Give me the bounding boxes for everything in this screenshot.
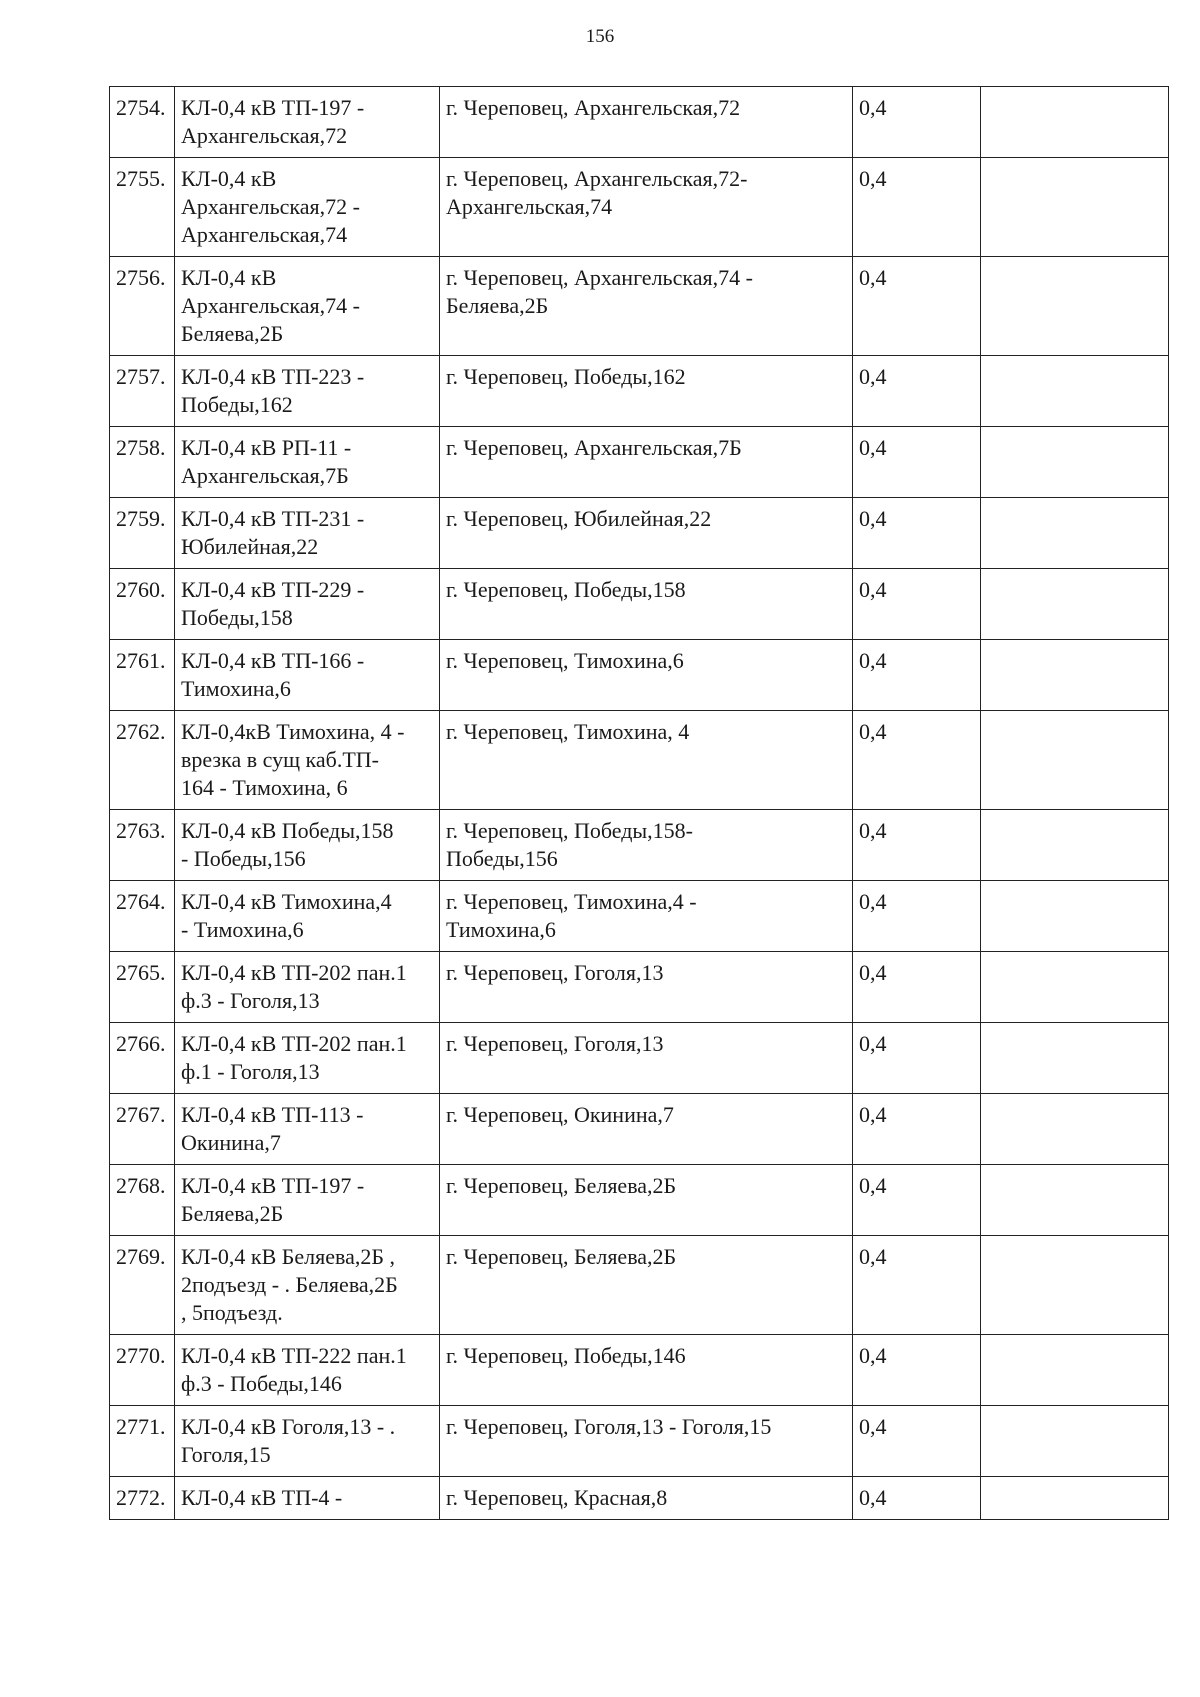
line-address: г. Череповец, Беляева,2Б xyxy=(440,1236,853,1335)
line-name: КЛ-0,4 кВ ТП-197 - Архангельская,72 xyxy=(175,87,440,158)
row-number: 2757. xyxy=(110,356,175,427)
line-voltage: 0,4 xyxy=(853,569,981,640)
extra-cell xyxy=(981,810,1169,881)
line-voltage: 0,4 xyxy=(853,711,981,810)
extra-cell xyxy=(981,427,1169,498)
table-row xyxy=(110,257,1169,356)
extra-cell xyxy=(981,1335,1169,1406)
page-number: 156 xyxy=(585,26,615,47)
extra-cell xyxy=(981,569,1169,640)
extra-cell xyxy=(981,1236,1169,1335)
row-number: 2770. xyxy=(110,1335,175,1406)
row-number: 2765. xyxy=(110,952,175,1023)
table-row xyxy=(110,1477,1169,1520)
row-number: 2772. xyxy=(110,1477,175,1520)
table-row xyxy=(110,356,1169,427)
line-address: г. Череповец, Победы,158 xyxy=(440,569,853,640)
table-row xyxy=(110,1165,1169,1236)
line-address: г. Череповец, Архангельская,72 xyxy=(440,87,853,158)
line-voltage: 0,4 xyxy=(853,1335,981,1406)
row-number: 2762. xyxy=(110,711,175,810)
table-row xyxy=(110,640,1169,711)
line-name: КЛ-0,4 кВ ТП-202 пан.1 ф.3 - Гоголя,13 xyxy=(175,952,440,1023)
extra-cell xyxy=(981,1477,1169,1520)
line-name: КЛ-0,4 кВ ТП-113 - Окинина,7 xyxy=(175,1094,440,1165)
table-row xyxy=(110,498,1169,569)
line-address: г. Череповец, Архангельская,72- Архангельская,74 xyxy=(440,158,853,257)
line-address: г. Череповец, Победы,162 xyxy=(440,356,853,427)
extra-cell xyxy=(981,87,1169,158)
line-voltage: 0,4 xyxy=(853,1094,981,1165)
line-address: г. Череповец, Гоголя,13 xyxy=(440,952,853,1023)
row-number: 2768. xyxy=(110,1165,175,1236)
table-row xyxy=(110,1094,1169,1165)
row-number: 2771. xyxy=(110,1406,175,1477)
line-address: г. Череповец, Гоголя,13 - Гоголя,15 xyxy=(440,1406,853,1477)
line-voltage: 0,4 xyxy=(853,1165,981,1236)
row-number: 2759. xyxy=(110,498,175,569)
line-name: КЛ-0,4 кВ ТП-223 - Победы,162 xyxy=(175,356,440,427)
row-number: 2767. xyxy=(110,1094,175,1165)
table-row xyxy=(110,1023,1169,1094)
line-voltage: 0,4 xyxy=(853,498,981,569)
line-voltage: 0,4 xyxy=(853,356,981,427)
row-number: 2755. xyxy=(110,158,175,257)
line-name: КЛ-0,4кВ Тимохина, 4 - врезка в сущ каб.ТП- 164 - Тимохина, 6 xyxy=(175,711,440,810)
extra-cell xyxy=(981,356,1169,427)
line-voltage: 0,4 xyxy=(853,1406,981,1477)
line-name: КЛ-0,4 кВ ТП-229 - Победы,158 xyxy=(175,569,440,640)
extra-cell xyxy=(981,711,1169,810)
line-voltage: 0,4 xyxy=(853,952,981,1023)
extra-cell xyxy=(981,1165,1169,1236)
row-number: 2763. xyxy=(110,810,175,881)
line-address: г. Череповец, Тимохина,6 xyxy=(440,640,853,711)
line-address: г. Череповец, Беляева,2Б xyxy=(440,1165,853,1236)
line-address: г. Череповец, Красная,8 xyxy=(440,1477,853,1520)
extra-cell xyxy=(981,640,1169,711)
line-address: г. Череповец, Победы,158- Победы,156 xyxy=(440,810,853,881)
row-number: 2764. xyxy=(110,881,175,952)
table-row xyxy=(110,1335,1169,1406)
line-address: г. Череповец, Юбилейная,22 xyxy=(440,498,853,569)
line-name: КЛ-0,4 кВ Победы,158 - Победы,156 xyxy=(175,810,440,881)
cable-lines-table xyxy=(109,86,1169,1520)
table-row xyxy=(110,952,1169,1023)
line-name: КЛ-0,4 кВ РП-11 - Архангельская,7Б xyxy=(175,427,440,498)
extra-cell xyxy=(981,1023,1169,1094)
line-voltage: 0,4 xyxy=(853,427,981,498)
extra-cell xyxy=(981,158,1169,257)
table-row xyxy=(110,810,1169,881)
line-address: г. Череповец, Архангельская,7Б xyxy=(440,427,853,498)
line-voltage: 0,4 xyxy=(853,87,981,158)
extra-cell xyxy=(981,1094,1169,1165)
extra-cell xyxy=(981,257,1169,356)
line-name: КЛ-0,4 кВ Беляева,2Б , 2подъезд - . Беляева,2Б , 5подъезд. xyxy=(175,1236,440,1335)
line-name: КЛ-0,4 кВ ТП-197 - Беляева,2Б xyxy=(175,1165,440,1236)
row-number: 2761. xyxy=(110,640,175,711)
row-number: 2756. xyxy=(110,257,175,356)
table-row xyxy=(110,1406,1169,1477)
row-number: 2766. xyxy=(110,1023,175,1094)
line-address: г. Череповец, Архангельская,74 - Беляева,2Б xyxy=(440,257,853,356)
table-row xyxy=(110,881,1169,952)
row-number: 2758. xyxy=(110,427,175,498)
line-name: КЛ-0,4 кВ Архангельская,74 - Беляева,2Б xyxy=(175,257,440,356)
table-row xyxy=(110,158,1169,257)
line-name: КЛ-0,4 кВ ТП-202 пан.1 ф.1 - Гоголя,13 xyxy=(175,1023,440,1094)
line-address: г. Череповец, Тимохина,4 - Тимохина,6 xyxy=(440,881,853,952)
line-address: г. Череповец, Победы,146 xyxy=(440,1335,853,1406)
line-address: г. Череповец, Окинина,7 xyxy=(440,1094,853,1165)
line-voltage: 0,4 xyxy=(853,881,981,952)
extra-cell xyxy=(981,881,1169,952)
extra-cell xyxy=(981,952,1169,1023)
line-voltage: 0,4 xyxy=(853,1023,981,1094)
extra-cell xyxy=(981,1406,1169,1477)
table-row xyxy=(110,1236,1169,1335)
line-voltage: 0,4 xyxy=(853,257,981,356)
row-number: 2754. xyxy=(110,87,175,158)
line-name: КЛ-0,4 кВ ТП-231 - Юбилейная,22 xyxy=(175,498,440,569)
line-name: КЛ-0,4 кВ Гоголя,13 - . Гоголя,15 xyxy=(175,1406,440,1477)
line-name: КЛ-0,4 кВ ТП-166 - Тимохина,6 xyxy=(175,640,440,711)
extra-cell xyxy=(981,498,1169,569)
table-row xyxy=(110,569,1169,640)
line-name: КЛ-0,4 кВ ТП-4 - xyxy=(175,1477,440,1520)
line-name: КЛ-0,4 кВ Архангельская,72 - Архангельская,74 xyxy=(175,158,440,257)
table-row xyxy=(110,427,1169,498)
table-row xyxy=(110,711,1169,810)
line-name: КЛ-0,4 кВ ТП-222 пан.1 ф.3 - Победы,146 xyxy=(175,1335,440,1406)
row-number: 2760. xyxy=(110,569,175,640)
line-address: г. Череповец, Гоголя,13 xyxy=(440,1023,853,1094)
line-address: г. Череповец, Тимохина, 4 xyxy=(440,711,853,810)
line-voltage: 0,4 xyxy=(853,640,981,711)
table-row xyxy=(110,87,1169,158)
line-voltage: 0,4 xyxy=(853,158,981,257)
table-body xyxy=(110,87,1169,1520)
line-voltage: 0,4 xyxy=(853,1477,981,1520)
line-voltage: 0,4 xyxy=(853,810,981,881)
line-voltage: 0,4 xyxy=(853,1236,981,1335)
line-name: КЛ-0,4 кВ Тимохина,4 - Тимохина,6 xyxy=(175,881,440,952)
row-number: 2769. xyxy=(110,1236,175,1335)
